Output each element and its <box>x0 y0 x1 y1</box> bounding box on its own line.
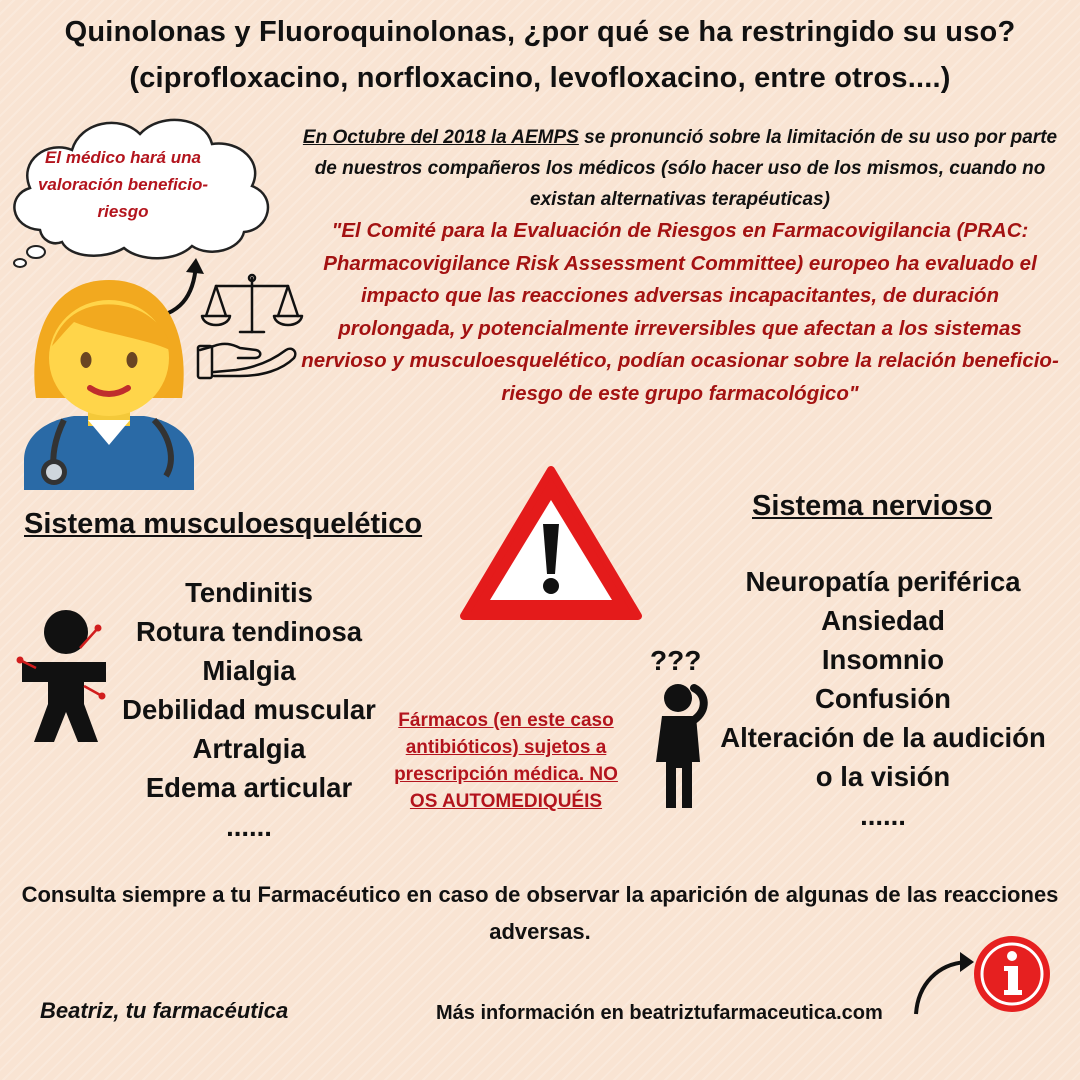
more-info-link[interactable]: Más información en beatriztufarmaceutica.com <box>436 1002 883 1024</box>
list-item: Neuropatía periférica <box>745 566 1021 597</box>
prac-quote: "El Comité para la Evaluación de Riesgos en Farmacovigilancia (PRAC: Pharmacovigilance Risk Assessment Committee) europeo ha evaluado el impacto que las reacciones adversas incapacitantes, de duración prolongada, y potencialmente irreversibles que afectan a los sistemas nervioso y musculoesquelético, podían ocasionar sobre la relación beneficio-riesgo de este grupo farmacológico" <box>301 219 1059 405</box>
list-item: Alteración de la audición <box>720 722 1046 753</box>
warning-triangle-icon <box>458 462 644 624</box>
body-pain-icon <box>14 608 114 748</box>
heading-nervioso: Sistema nervioso <box>752 490 993 522</box>
page-title-line2: (ciprofloxacino, norfloxacino, levofloxacino, entre otros....) <box>129 62 951 94</box>
list-item: ...... <box>860 800 906 831</box>
page-title-line1: Quinolonas y Fluoroquinolonas, ¿por qué se ha restringido su uso? <box>64 16 1016 48</box>
list-item: ...... <box>226 811 272 842</box>
intro-highlight: En Octubre del 2018 la AEMPS <box>302 127 579 148</box>
svg-text:???: ??? <box>650 645 702 676</box>
balance-scale-icon <box>196 270 306 380</box>
list-item: Mialgia <box>202 655 296 686</box>
doctor-icon <box>24 270 194 490</box>
list-item: Insomnio <box>821 644 945 675</box>
list-item: Tendinitis <box>185 577 313 608</box>
arrow-to-info-icon <box>908 940 978 1020</box>
list-item: Confusión <box>815 683 951 714</box>
intro-paragraph <box>300 122 1060 215</box>
bubble-text: El médico hará una valoración beneficio-riesgo <box>37 148 209 221</box>
list-item: Artralgia <box>192 733 306 764</box>
intro-text: se pronunció sobre la limitación de su uso por parte de nuestros compañeros los médicos (sólo hacer uso de los mismos, cuando no existan alternativas terapéuticas) <box>314 127 1058 210</box>
musculo-list <box>104 573 394 846</box>
list-item: Edema articular <box>145 772 353 803</box>
list-item: Ansiedad <box>821 605 945 636</box>
nervioso-list <box>704 562 1062 835</box>
signature: Beatriz, tu farmacéutica <box>40 998 289 1023</box>
list-item: Debilidad muscular <box>122 694 376 725</box>
heading-musculoesqueletico: Sistema musculoesquelético <box>24 508 423 540</box>
prescription-note: Fármacos (en este caso antibióticos) sujetos a prescripción médica. NO OS AUTOMEDIQUÉIS <box>394 710 618 812</box>
list-item: o la visión <box>815 761 951 792</box>
consult-text: Consulta siempre a tu Farmacéutico en caso de observar la aparición de algunas de las reacciones adversas. <box>21 882 1059 944</box>
info-icon[interactable] <box>972 934 1052 1014</box>
confused-person-icon <box>636 636 726 816</box>
list-item: Rotura tendinosa <box>135 616 363 647</box>
